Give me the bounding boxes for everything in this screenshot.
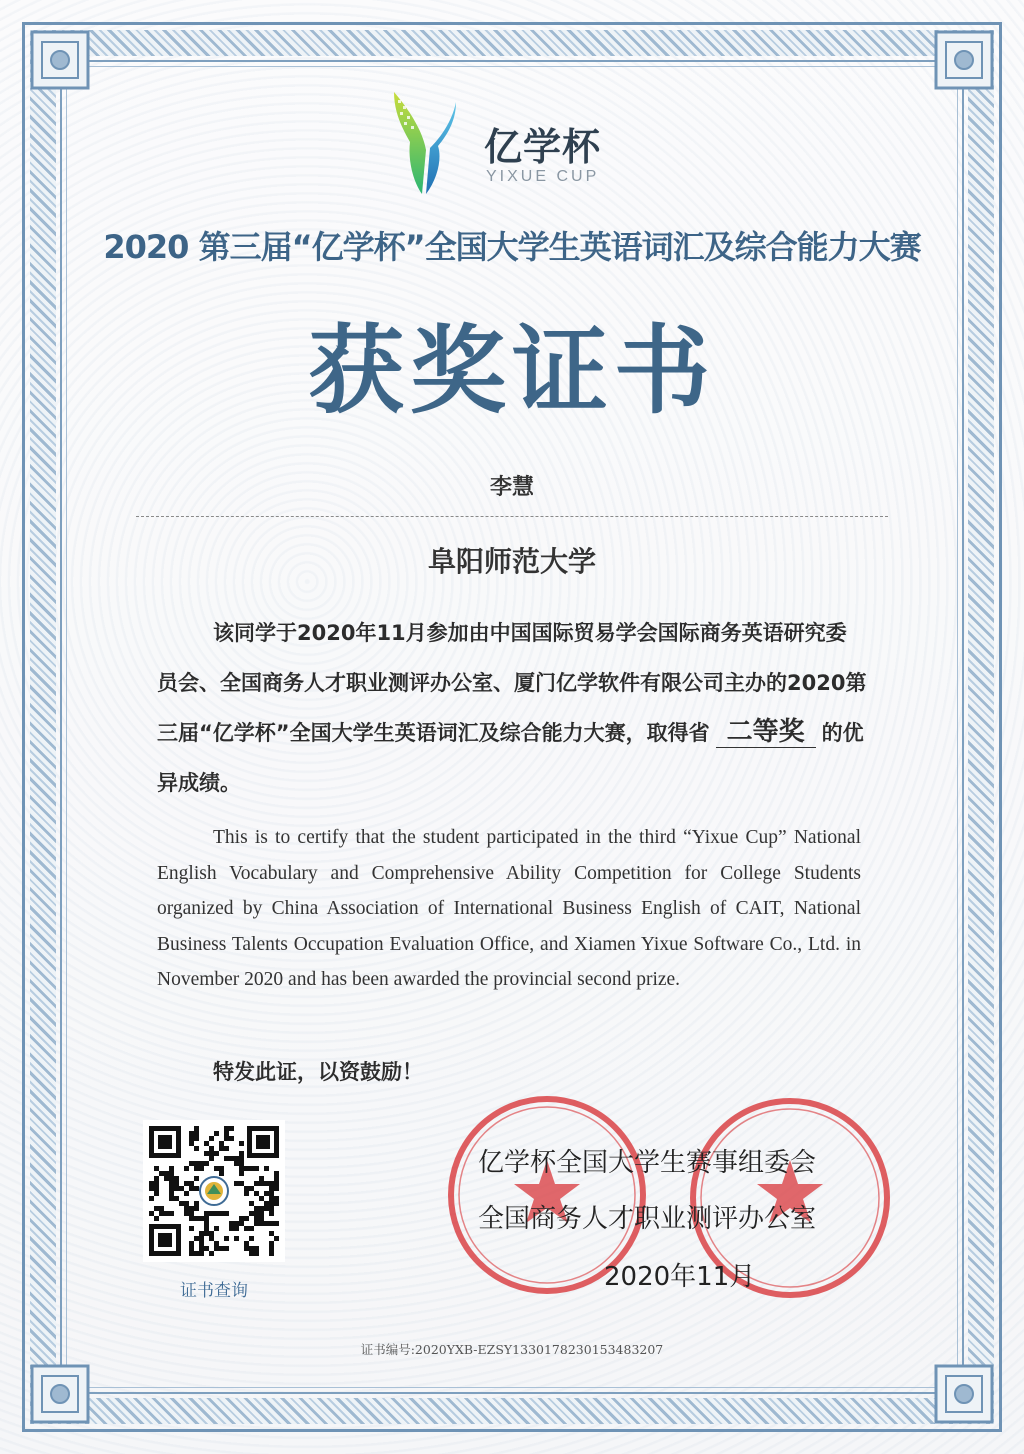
body-text-cn: [157, 608, 867, 808]
issuer-organizing-committee: 亿学杯全国大学生赛事组委会: [478, 1148, 817, 1178]
issue-date: 2020年11月: [604, 1262, 756, 1292]
closing-text: 特发此证，以资鼓励！: [213, 1060, 423, 1084]
corner-ornament-icon: [24, 1358, 96, 1430]
name-divider: [136, 516, 888, 517]
corner-ornament-icon: [24, 24, 96, 96]
yixue-cup-logo-mark-icon: [388, 88, 462, 198]
university-name: 阜阳师范大学: [427, 545, 596, 578]
qr-code-icon[interactable]: [143, 1120, 285, 1262]
corner-ornament-icon: [928, 1358, 1000, 1430]
competition-title: 2020 第三届“亿学杯”全国大学生英语词汇及综合能力大赛: [103, 228, 921, 266]
certificate-title: 获奖证书: [308, 314, 716, 427]
certificate-number: 证书编号:2020YXB-EZSY1330178230153483207: [360, 1342, 664, 1357]
issuer-evaluation-office: 全国商务人才职业测评办公室: [478, 1204, 817, 1234]
body-text-en: This is to certify that the student participated in the third “Yixue Cup” National English Vocabulary and Comprehensive Ability Competition for College Students organized by China Association of International Business English of CAIT, National Business Talents Occupation Evaluation Office, and Xiamen Yixue Software Co., Ltd. in November 2020 and has been awarded the provincial second prize.: [157, 827, 861, 990]
body-cn-part1: 该同学于2020年11月参加由中国国际贸易学会国际商务英语研究委员会、全国商务人才职业测评办公室、厦门亿学软件有限公司主办的2020第三届“亿学杯”全国大学生英语词汇及综合能力大赛，取得省: [157, 621, 867, 745]
body-cn-part2: 的优异成绩。: [157, 721, 864, 795]
logo-text-cn: 亿学杯: [484, 125, 602, 169]
corner-ornament-icon: [928, 24, 1000, 96]
yixue-cup-logo: [388, 88, 618, 198]
logo-text-en: YIXUE CUP: [486, 168, 600, 185]
prize-level: 二等奖: [716, 717, 816, 748]
recipient-name: 李慧: [489, 475, 534, 500]
certificate-query-label[interactable]: 证书查询: [180, 1281, 248, 1301]
